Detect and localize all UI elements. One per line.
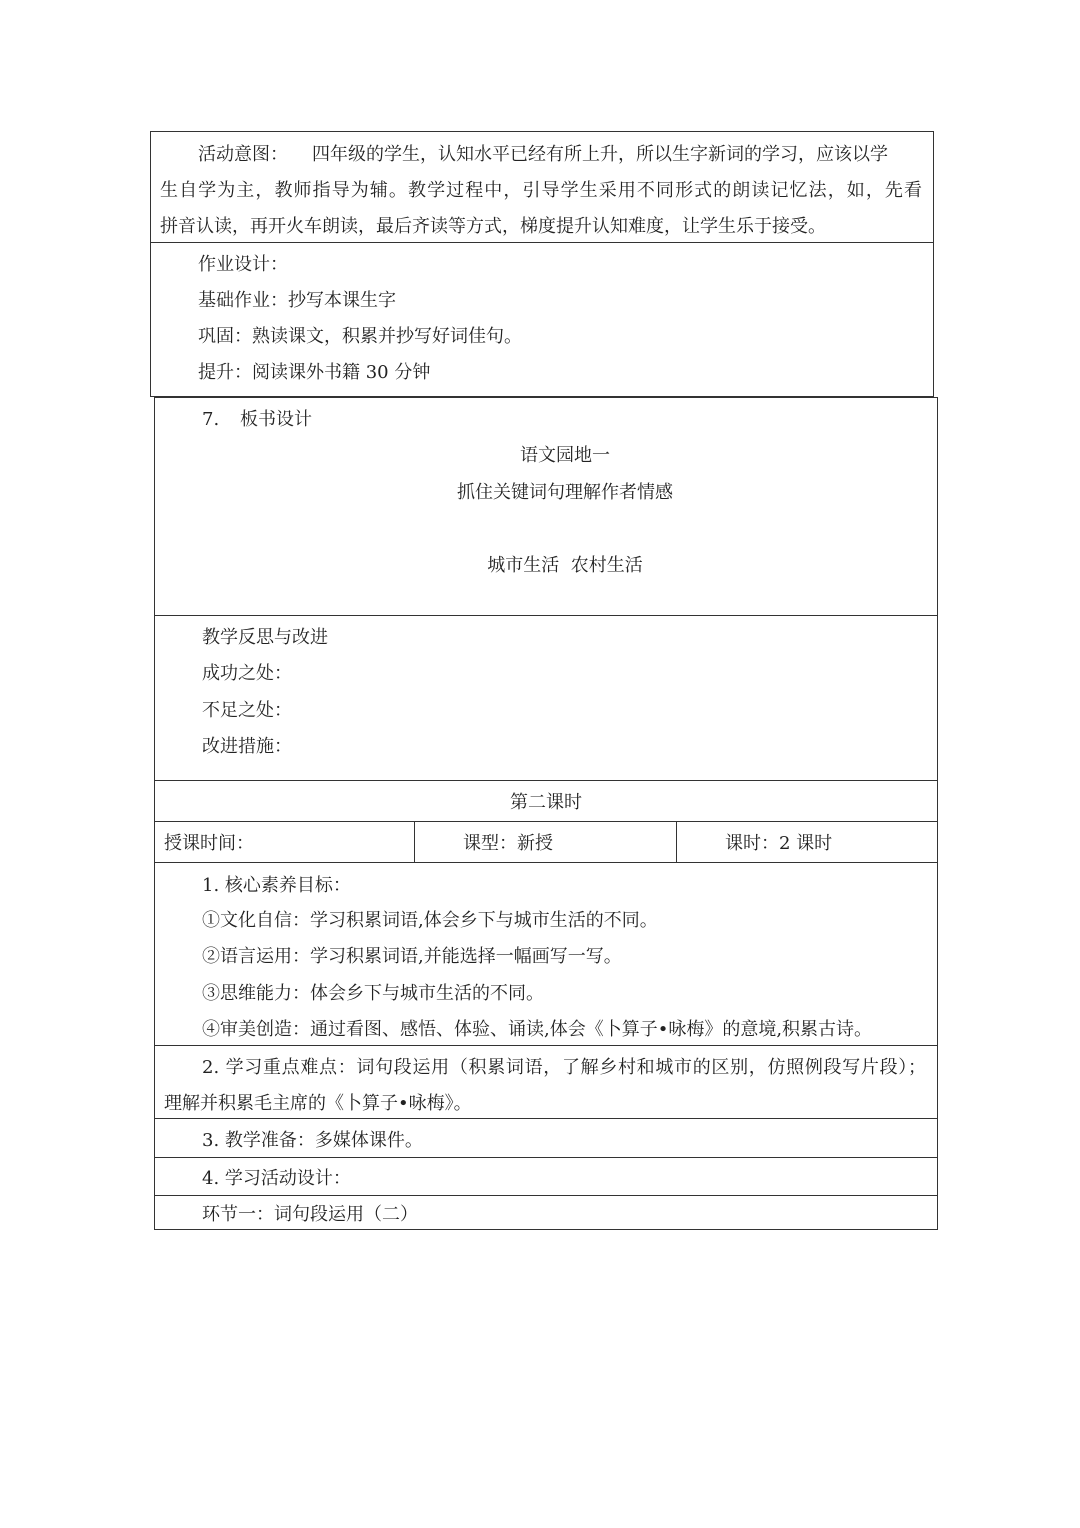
table-divider (154, 1045, 938, 1046)
activity-design-title: 4. 学习活动设计： (202, 1168, 351, 1189)
goal-thinking: ③思维能力：体会乡下与城市生活的不同。 (202, 983, 544, 1004)
reflection-title: 教学反思与改进 (202, 627, 328, 648)
activity-intent-line-3: 拼音认读，再开火车朗读，最后齐读等方式，梯度提升认知难度，让学生乐于接受。 (160, 216, 826, 237)
lesson-type-label: 课型：新授 (463, 833, 553, 854)
board-subheading: 抓住关键词句理解作者情感 (457, 482, 673, 503)
homework-basic: 基础作业：抄写本课生字 (198, 290, 396, 311)
lesson-time-label: 授课时间： (164, 833, 254, 854)
table-divider (154, 780, 938, 781)
goal-aesthetic: ④审美创造：通过看图、感悟、体验、诵读,体会《卜算子•咏梅》的意境,积累古诗。 (202, 1019, 873, 1040)
table-column-divider (676, 821, 677, 862)
activity-intent-line-1: 四年级的学生，认知水平已经有所上升，所以生字新词的学习，应该以学 (312, 144, 888, 165)
reflection-success: 成功之处： (202, 663, 292, 684)
homework-title: 作业设计： (198, 254, 288, 275)
homework-consolidate: 巩固：熟读课文，积累并抄写好词佳句。 (198, 326, 522, 347)
step-one: 环节一：词句段运用（二） (202, 1204, 418, 1225)
table-divider (154, 821, 938, 822)
activity-intent-line-2: 生自学为主，教师指导为辅。教学过程中，引导学生采用不同形式的朗读记忆法，如，先看 (160, 180, 922, 201)
table-divider (154, 1118, 938, 1119)
goal-language-use: ②语言运用：学习积累词语,并能选择一幅画写一写。 (202, 946, 622, 967)
core-goals-title: 1. 核心素养目标： (202, 875, 351, 896)
key-points-line-2: 理解并积累毛主席的《卜算子•咏梅》。 (164, 1093, 472, 1114)
second-lesson-title: 第二课时 (510, 792, 582, 813)
key-points-line-1: 2. 学习重点难点：词句段运用（积累词语，了解乡村和城市的区别，仿照例段写片段）； (202, 1057, 926, 1078)
lesson-hours-label: 课时：2 课时 (725, 833, 833, 854)
table-divider (154, 1157, 938, 1158)
table-column-divider (414, 821, 415, 862)
board-heading: 语文园地一 (520, 445, 610, 466)
table-divider (154, 1195, 938, 1196)
board-design-title: 板书设计 (240, 409, 312, 430)
board-content: 城市生活 农村生活 (487, 555, 643, 576)
table-divider (154, 862, 938, 863)
reflection-shortcoming: 不足之处： (202, 700, 292, 721)
goal-cultural-confidence: ①文化自信：学习积累词语,体会乡下与城市生活的不同。 (202, 910, 658, 931)
activity-intent-label: 活动意图： (198, 144, 288, 165)
table-divider (150, 242, 934, 243)
reflection-improvement: 改进措施： (202, 736, 292, 757)
teaching-prep: 3. 教学准备：多媒体课件。 (202, 1130, 423, 1151)
board-design-number: 7. (202, 409, 220, 430)
homework-improve: 提升：阅读课外书籍 30 分钟 (198, 362, 431, 383)
table-divider (154, 615, 938, 616)
